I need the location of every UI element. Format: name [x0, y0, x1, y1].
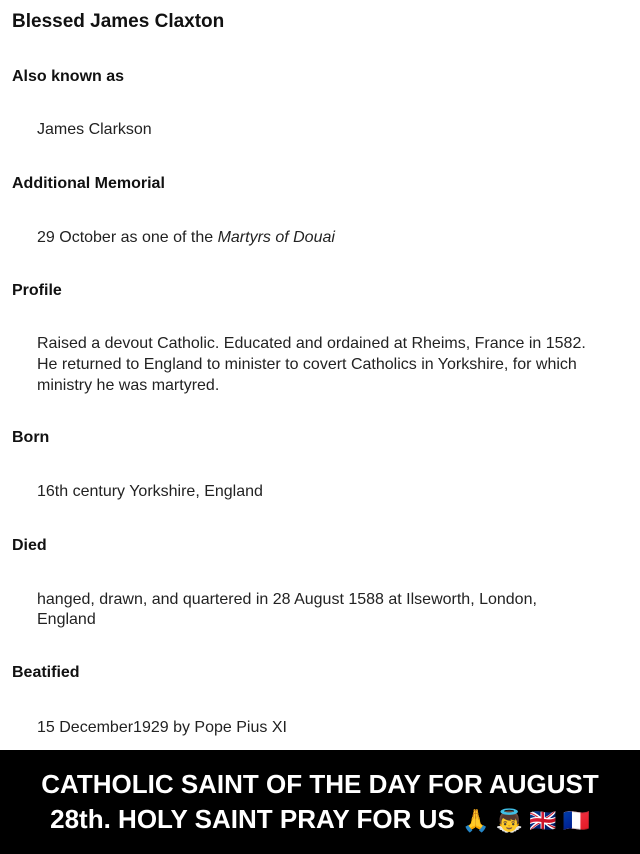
heading-profile: Profile: [12, 282, 62, 299]
additional-memorial-value: [37, 228, 335, 248]
heading-beatified: Beatified: [12, 664, 80, 681]
profile-line: Raised a devout Catholic. Educated and ordained at Rheims, France in 1582.: [37, 335, 586, 352]
banner-line-2: [0, 802, 640, 838]
memorial-text: 29 October as one of the: [37, 229, 218, 246]
born-value: 16th century Yorkshire, England: [37, 483, 263, 500]
memorial-link: Martyrs of Douai: [217, 229, 335, 246]
heading-died: Died: [12, 537, 47, 554]
died-line: England: [37, 611, 96, 628]
profile-line: ministry he was martyred.: [37, 377, 220, 394]
heading-also-known-as: Also known as: [12, 68, 125, 85]
page-title: Blessed James Claxton: [12, 11, 225, 32]
banner-line-2-text: 28th. HOLY SAINT PRAY FOR US: [50, 804, 455, 834]
heading-additional-memorial: Additional Memorial: [12, 175, 165, 192]
beatified-value: 15 December1929 by Pope Pius XI: [37, 719, 287, 736]
emoji-icons: 🙏 👼 🇬🇧 🇫🇷: [461, 808, 590, 833]
heading-born: Born: [12, 429, 50, 446]
caption-banner: [0, 750, 640, 854]
profile-line: He returned to England to minister to covert Catholics in Yorkshire, for which: [37, 356, 577, 373]
died-line: hanged, drawn, and quartered in 28 August 1588 at Ilseworth, London,: [37, 591, 537, 608]
also-known-as-value: James Clarkson: [37, 121, 152, 138]
banner-line-1: CATHOLIC SAINT OF THE DAY FOR AUGUST: [41, 769, 599, 799]
